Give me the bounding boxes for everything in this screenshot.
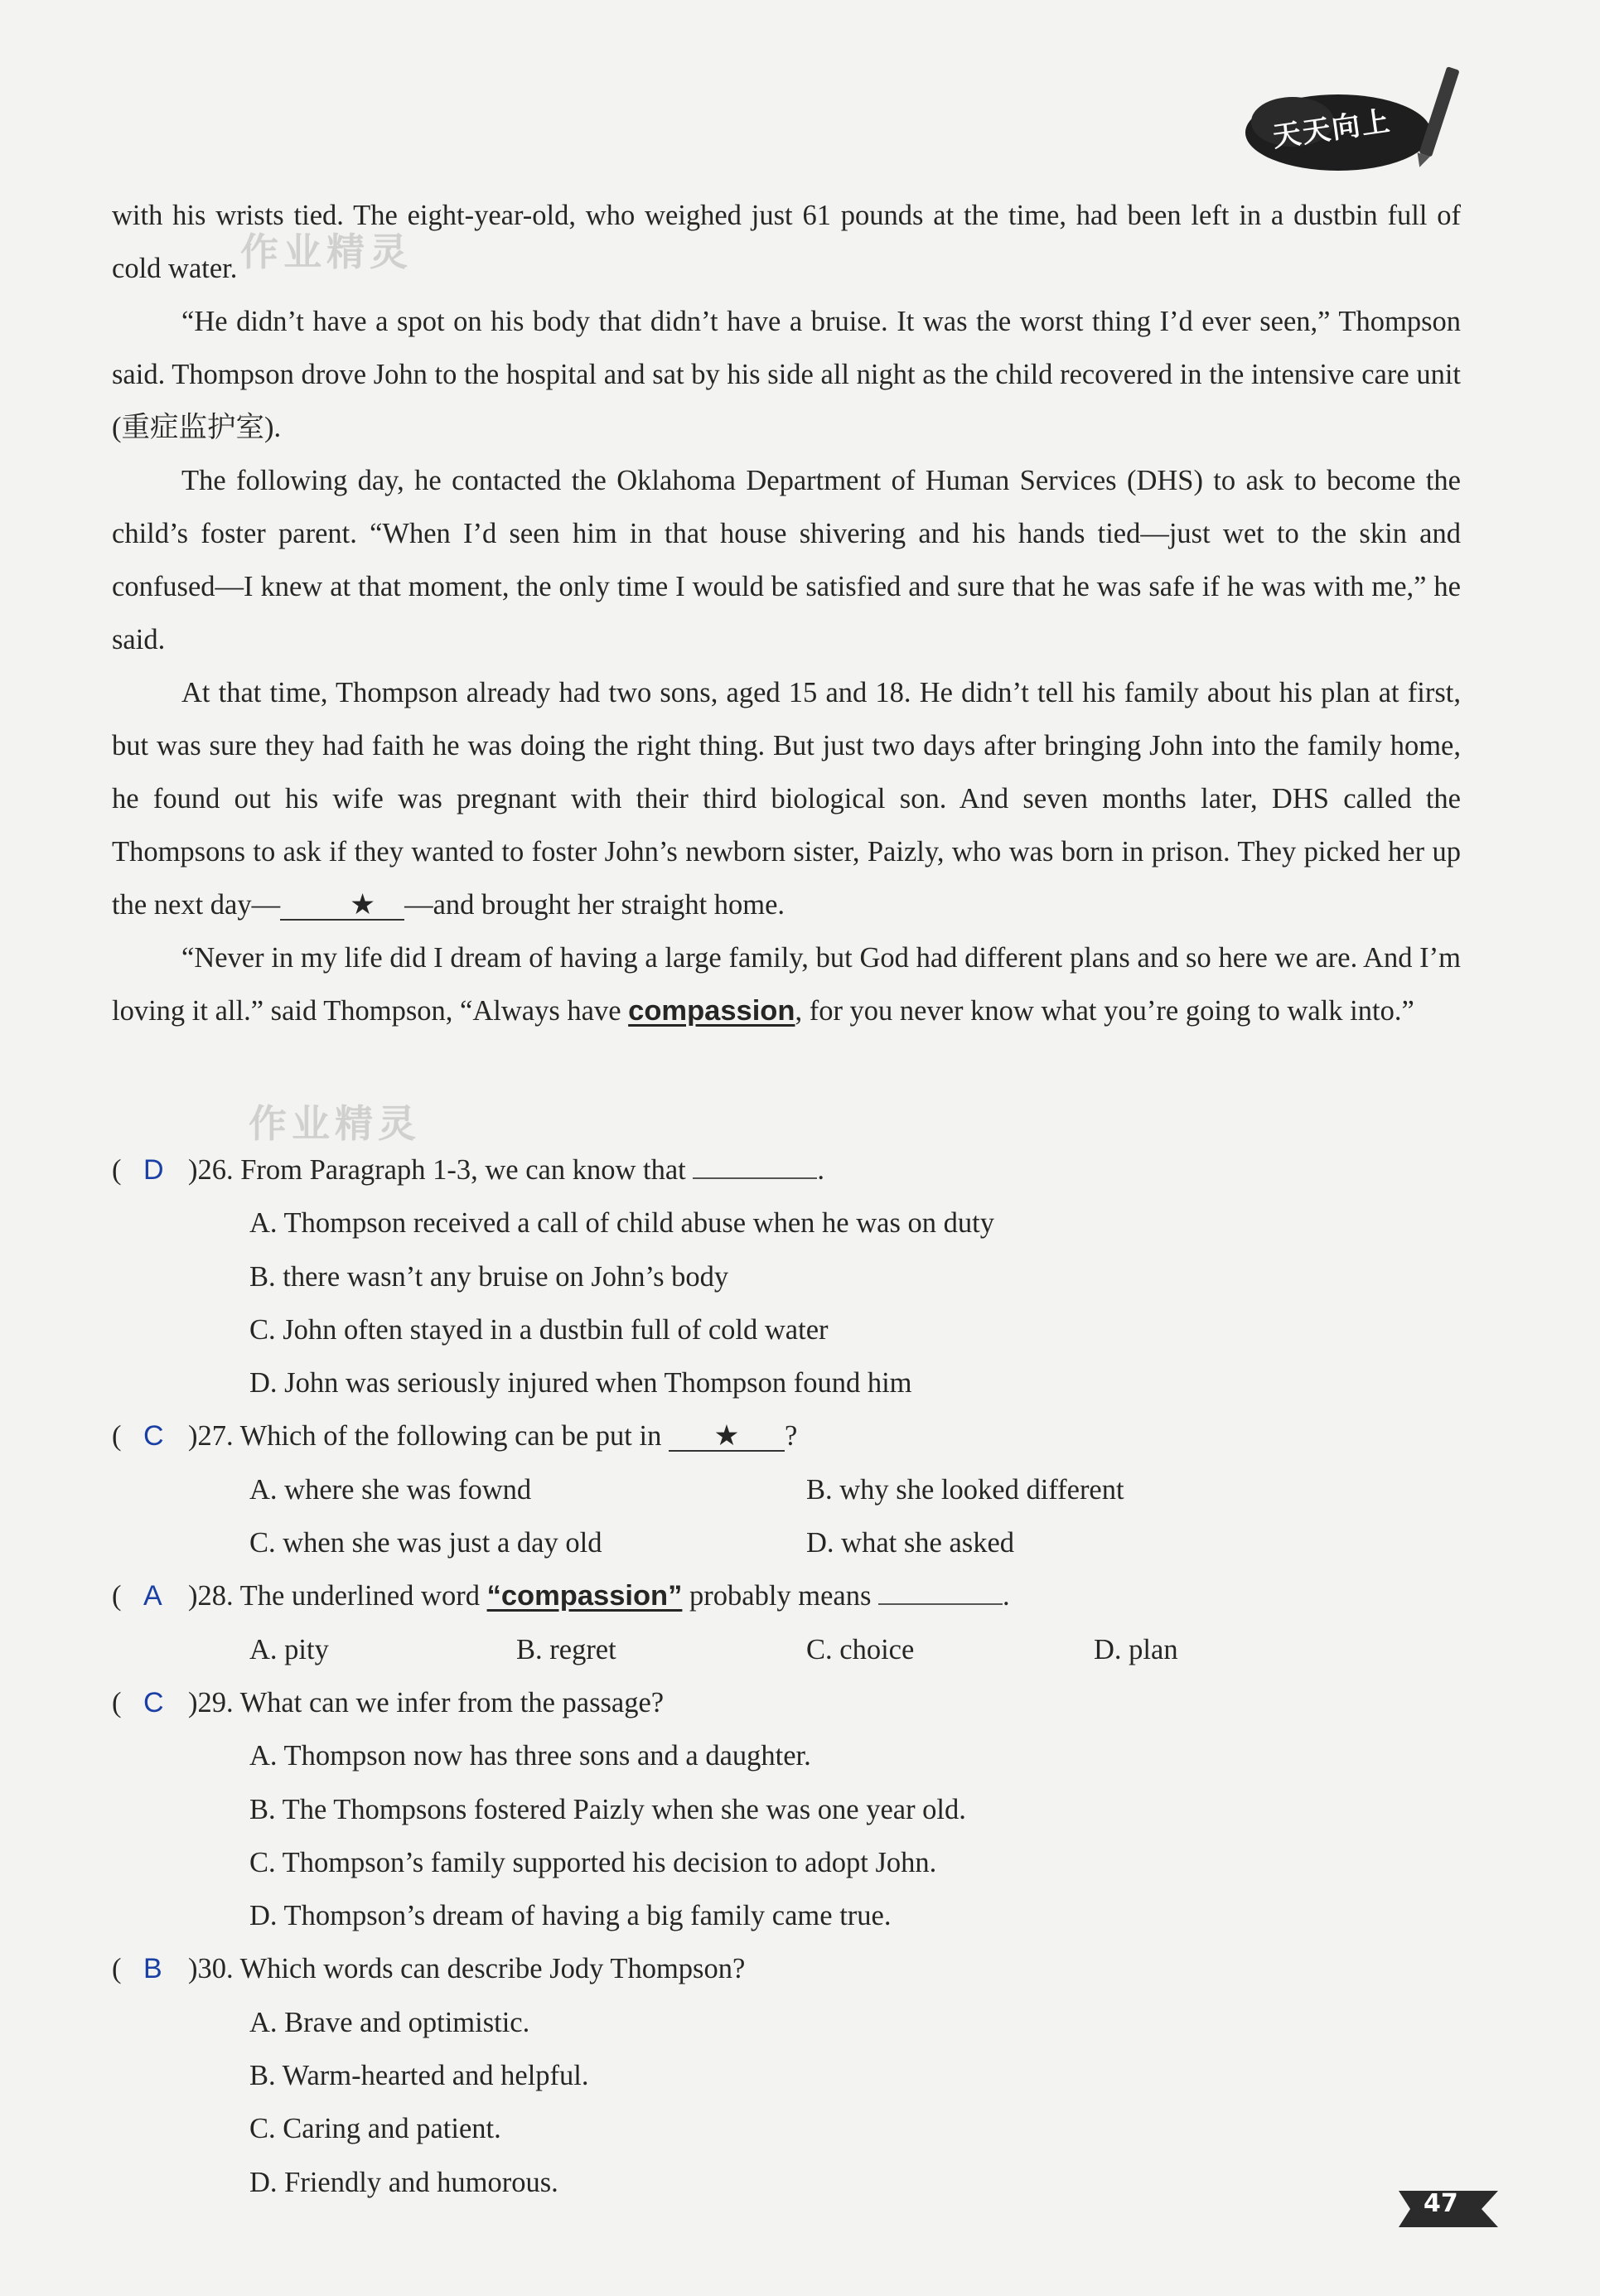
option: C. Thompson’s family supported his decision to adopt John. xyxy=(249,1846,937,1878)
option-line xyxy=(112,1463,1479,1516)
option-line xyxy=(112,2049,1479,2102)
question-29 xyxy=(112,1676,1479,1729)
underlined-word: “compassion” xyxy=(486,1580,683,1612)
option-line xyxy=(112,1996,1479,2049)
answer-blank xyxy=(693,1153,817,1179)
star-blank: ★ xyxy=(280,891,404,921)
option: D. Friendly and humorous. xyxy=(249,2166,558,2198)
option-line xyxy=(112,1516,1479,1569)
paragraph-text: “Never in my life did I dream of having a large family, but God had different plans and so here we are. And I’m loving it all.” said Thompson, “Always have xyxy=(112,942,1461,1027)
option: A. where she was fownd xyxy=(249,1473,532,1506)
option: B. why she looked different xyxy=(806,1473,1124,1506)
option: D. what she asked xyxy=(806,1527,1015,1559)
stem-text: )26. From Paragraph 1-3, we can know that xyxy=(188,1154,686,1186)
page-number: 47 xyxy=(1424,2189,1458,2218)
paragraph: “He didn’t have a spot on his body that didn’t have a bruise. It was the worst thing I’d ever seen,” Thompson said. Thompson drove John to the hospital and sat by his side all night as the child recovered in the intensive care unit (重症监护室). xyxy=(112,306,1461,443)
question-26 xyxy=(112,1143,1479,1196)
question-stem xyxy=(188,1143,824,1196)
stem-text: )28. The underlined word xyxy=(188,1580,487,1612)
option-line xyxy=(112,1356,1479,1409)
star-blank: ★ xyxy=(669,1422,785,1452)
option: C. John often stayed in a dustbin full of cold water xyxy=(249,1313,829,1346)
question-28 xyxy=(112,1569,1479,1622)
reading-passage xyxy=(112,189,1461,1037)
question-30 xyxy=(112,1942,1479,1995)
option-line xyxy=(112,1783,1479,1836)
paren: ( xyxy=(112,1420,122,1453)
answer-mark: B xyxy=(143,1953,162,1985)
option: B. there wasn’t any bruise on John’s body xyxy=(249,1260,729,1293)
paren: ( xyxy=(112,1953,122,1985)
paragraph-text: At that time, Thompson already had two sons, aged 15 and 18. He didn’t tell his family about his plan at first, but was sure they had faith he was doing the right thing. But just two days after bringing John into the family home, he found out his wife was pregnant with their third biological son. And seven months later, DHS called the Thompsons to ask if they wanted to foster John’s newborn sister, Paizly, who was born in prison. They picked her up the next day— xyxy=(112,677,1461,921)
option: B. regret xyxy=(516,1633,616,1665)
answer-blank xyxy=(878,1578,1003,1605)
option: C. Caring and patient. xyxy=(249,2113,501,2145)
underlined-word: compassion xyxy=(628,995,795,1027)
paragraph xyxy=(112,931,1461,1037)
option-line xyxy=(112,1889,1479,1942)
paragraph: The following day, he contacted the Oklahoma Department of Human Services (DHS) to ask to become the child’s foster parent. “When I’d seen him in that house shivering and his hands tied—just wet to the skin and confused—I knew at that moment, the only time I would be satisfied and sure that he was safe if he was with me,” he said. xyxy=(112,465,1461,655)
option-line xyxy=(112,2156,1479,2209)
option-line xyxy=(112,1303,1479,1356)
watermark: 作业精灵 xyxy=(240,230,413,274)
question-stem: )30. Which words can describe Jody Thompson? xyxy=(188,1953,746,1985)
question-stem xyxy=(188,1569,1010,1622)
option-line xyxy=(112,1836,1479,1889)
stem-tail: . xyxy=(1003,1580,1010,1612)
question-27 xyxy=(112,1409,1479,1462)
option: D. plan xyxy=(1094,1633,1178,1665)
paragraph xyxy=(112,666,1461,931)
paragraph-text: , for you never know what you’re going to walk into.” xyxy=(795,995,1414,1027)
logo-text: 天天向上 xyxy=(1270,104,1394,154)
option: C. choice xyxy=(806,1633,915,1665)
paren: ( xyxy=(112,1154,122,1186)
option-line xyxy=(112,1196,1479,1250)
option: A. Thompson now has three sons and a daughter. xyxy=(249,1740,811,1772)
option: A. Thompson received a call of child abuse when he was on duty xyxy=(249,1207,994,1240)
paren: ( xyxy=(112,1686,122,1718)
option-line xyxy=(112,1729,1479,1782)
stem-tail: ? xyxy=(784,1420,798,1453)
stem-tail: . xyxy=(817,1154,824,1186)
answer-mark: D xyxy=(143,1154,164,1186)
paragraph: with his wrists tied. The eight-year-old, who weighed just 61 pounds at the time, had been left in a dustbin full of cold water. xyxy=(112,200,1461,284)
option: A. Brave and optimistic. xyxy=(249,2006,530,2038)
option: A. pity xyxy=(249,1633,329,1665)
paragraph-text: —and brought her straight home. xyxy=(404,889,785,921)
option: B. Warm-hearted and helpful. xyxy=(249,2060,589,2092)
question-stem: )29. What can we infer from the passage? xyxy=(188,1686,665,1718)
answer-mark: C xyxy=(143,1686,164,1718)
answer-mark: C xyxy=(143,1420,164,1453)
option-line xyxy=(112,2102,1479,2155)
option: D. Thompson’s dream of having a big family came true. xyxy=(249,1900,892,1932)
option-line xyxy=(112,1250,1479,1303)
paren: ( xyxy=(112,1580,122,1612)
stem-text: probably means xyxy=(682,1580,872,1612)
answer-mark: A xyxy=(143,1580,162,1612)
option: B. The Thompsons fostered Paizly when she was one year old. xyxy=(249,1793,966,1825)
watermark: 作业精灵 xyxy=(249,1101,421,1146)
stem-text: )27. Which of the following can be put in xyxy=(188,1420,662,1453)
option: C. when she was just a day old xyxy=(249,1527,602,1559)
question-stem xyxy=(188,1409,797,1462)
question-list xyxy=(112,1143,1479,2209)
option: D. John was seriously injured when Thompson found him xyxy=(249,1367,912,1399)
option-line xyxy=(112,1623,1479,1676)
